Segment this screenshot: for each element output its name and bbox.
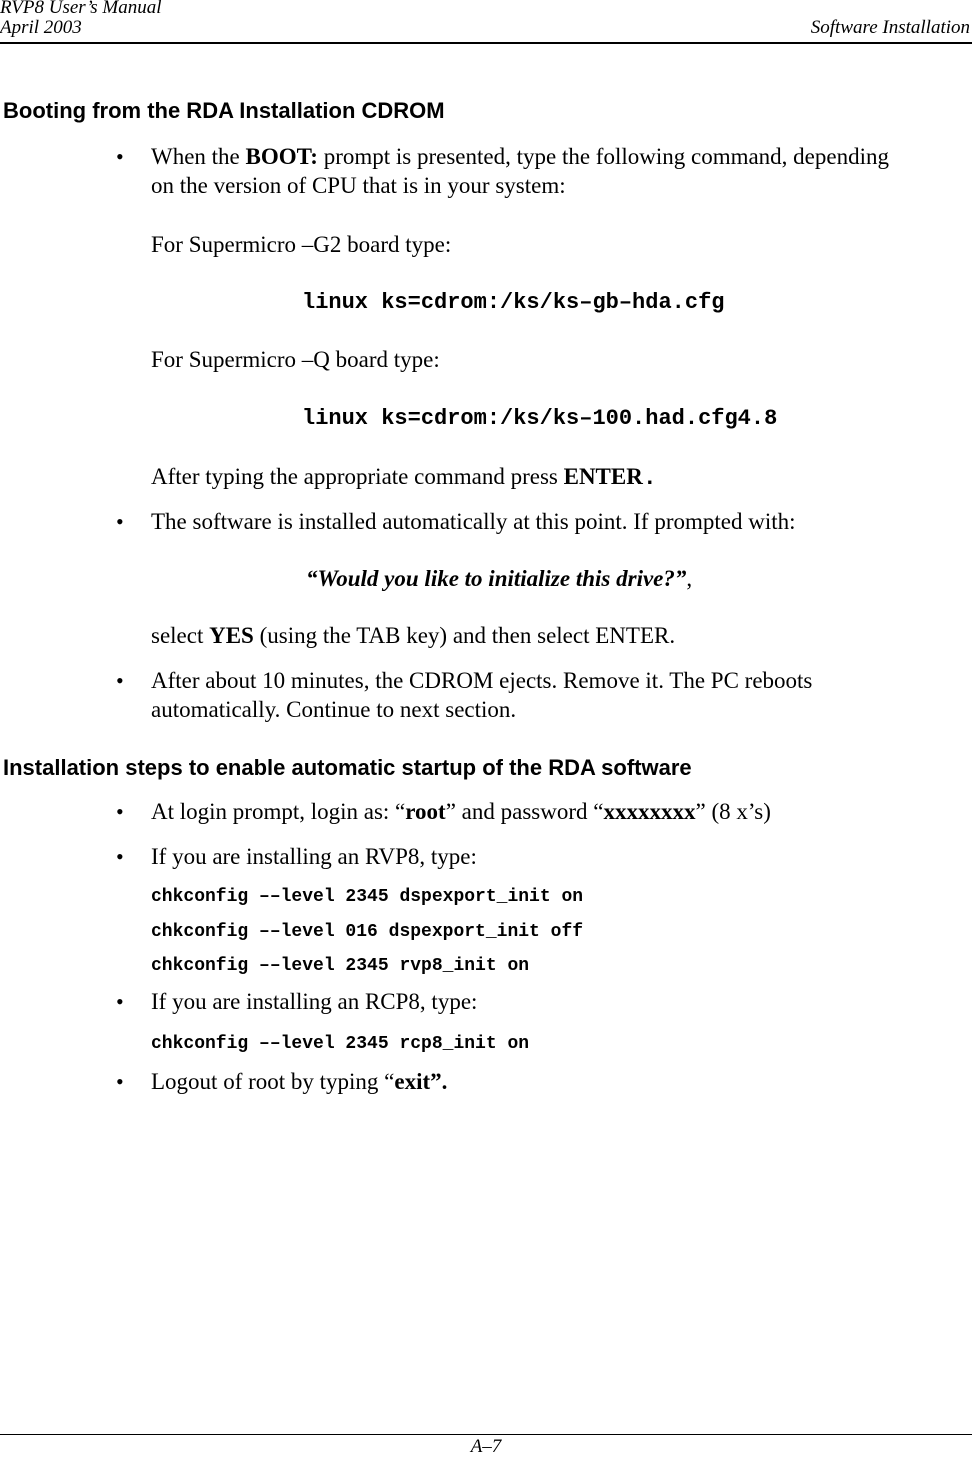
heading-auto-startup: Installation steps to enable automatic startup of the RDA software	[3, 755, 692, 780]
publication-date: April 2003	[0, 17, 82, 38]
rvp8-command-3: chkconfig ––level 2345 rvp8_init on	[151, 956, 530, 976]
bullet-icon: •	[116, 668, 124, 693]
rvp8-label: If you are installing an RVP8, type:	[151, 844, 477, 869]
g2-board-label: For Supermicro –G2 board type:	[151, 232, 452, 257]
press-enter-instruction: After typing the appropriate command press ENTER.	[151, 464, 657, 491]
cdrom-eject-line1: After about 10 minutes, the CDROM ejects. Remove it. The PC reboots	[151, 668, 813, 693]
cdrom-eject-line2: automatically. Continue to next section.	[151, 697, 517, 722]
bullet-icon: •	[116, 1069, 124, 1094]
boot-instruction-line2: on the version of CPU that is in your system:	[151, 173, 566, 198]
bullet-icon: •	[116, 989, 124, 1014]
q-command: linux ks=cdrom:/ks/ks–100.had.cfg4.8	[302, 406, 778, 431]
rvp8-command-1: chkconfig ––level 2345 dspexport_init on	[151, 887, 584, 907]
footer-rule	[0, 1434, 972, 1435]
manual-title: RVP8 User’s Manual	[0, 0, 162, 18]
q-board-label: For Supermicro –Q board type:	[151, 347, 440, 372]
page-number: A–7	[470, 1436, 502, 1457]
bullet-icon: •	[116, 844, 124, 869]
g2-command: linux ks=cdrom:/ks/ks–gb–hda.cfg	[302, 290, 725, 315]
header-rule	[0, 42, 972, 44]
bullet-icon: •	[116, 799, 124, 824]
heading-booting: Booting from the RDA Installation CDROM	[3, 98, 445, 123]
section-name: Software Installation	[810, 17, 970, 38]
rcp8-command: chkconfig ––level 2345 rcp8_init on	[151, 1034, 530, 1054]
rvp8-command-2: chkconfig ––level 016 dspexport_init off	[151, 922, 584, 942]
select-yes-instruction: select YES (using the TAB key) and then select ENTER.	[151, 623, 676, 648]
initialize-drive-prompt: “Would you like to initialize this drive?”,	[306, 566, 693, 591]
boot-instruction-line1: When the BOOT: prompt is presented, type the following command, depending	[151, 144, 889, 169]
bullet-icon: •	[116, 509, 124, 534]
rcp8-label: If you are installing an RCP8, type:	[151, 989, 478, 1014]
logout-instruction: Logout of root by typing “exit”.	[151, 1069, 448, 1094]
auto-install-text: The software is installed automatically at this point. If prompted with:	[151, 509, 796, 534]
login-instruction: At login prompt, login as: “root” and password “xxxxxxxx” (8 x’s)	[151, 799, 771, 824]
bullet-icon: •	[116, 144, 124, 169]
